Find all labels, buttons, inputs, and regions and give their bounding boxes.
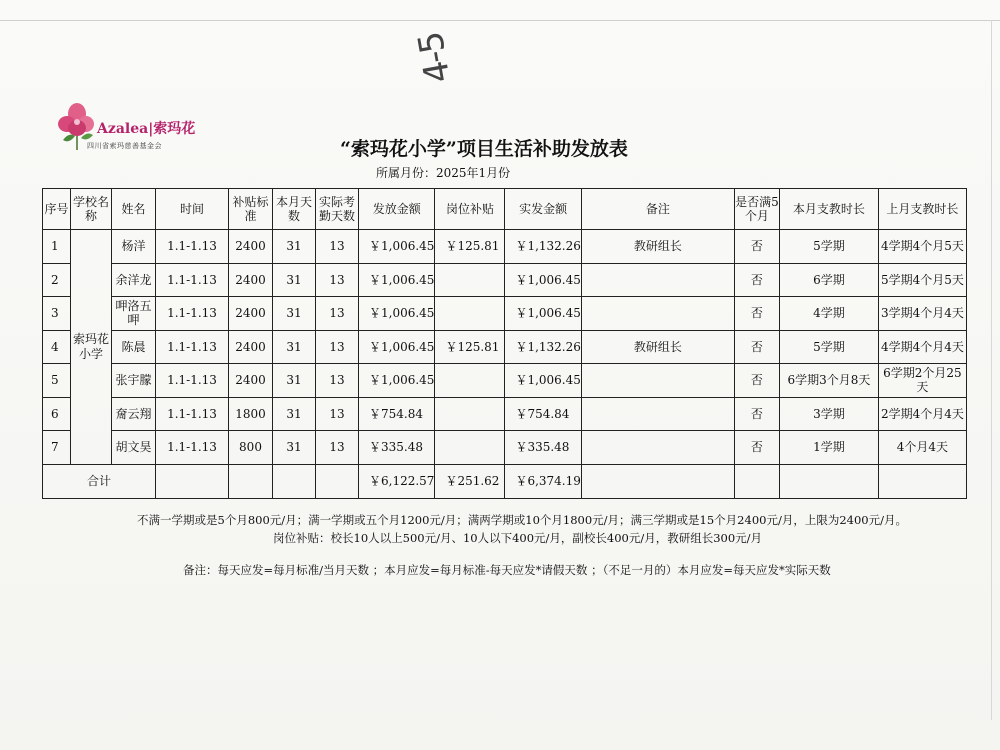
- cell-full5: 否: [734, 364, 779, 398]
- handwritten-mark: 4-5: [410, 30, 459, 86]
- cell-seq: 7: [43, 431, 71, 465]
- logo-brand: Azalea|索玛花: [97, 121, 196, 137]
- total-empty: [229, 464, 273, 498]
- total-empty: [273, 464, 316, 498]
- total-empty: [581, 464, 734, 498]
- cell-standard: 2400: [229, 297, 273, 331]
- cell-actual-days: 13: [316, 263, 359, 297]
- cell-this-term: 6学期: [779, 263, 878, 297]
- cell-period: 1.1-1.13: [156, 330, 229, 364]
- cell-remark: [581, 263, 734, 297]
- total-empty: [779, 464, 878, 498]
- cell-actual-days: 13: [316, 230, 359, 264]
- total-label: 合计: [43, 464, 156, 498]
- total-row: [43, 464, 967, 498]
- cell-this-term: 1学期: [779, 431, 878, 465]
- cell-full5: 否: [734, 263, 779, 297]
- table-row: [43, 431, 967, 465]
- cell-post: [435, 431, 505, 465]
- cell-post: [435, 397, 505, 431]
- cell-month-days: 31: [273, 431, 316, 465]
- header-amount: 发放金额: [359, 189, 435, 230]
- scan-edge-top: [0, 20, 1000, 21]
- cell-last-term: 4个月4天: [878, 431, 966, 465]
- cell-actual-days: 13: [316, 364, 359, 398]
- table-header: [43, 189, 967, 230]
- table-row: [43, 297, 967, 331]
- foundation-logo: [55, 100, 196, 160]
- cell-actual: ￥1,006.45: [505, 263, 581, 297]
- cell-amount: ￥754.84: [359, 397, 435, 431]
- page-title: “索玛花小学”项目生活补助发放表: [340, 138, 628, 160]
- cell-month-days: 31: [273, 330, 316, 364]
- cell-name: 陈晨: [112, 330, 156, 364]
- cell-this-term: 5学期: [779, 330, 878, 364]
- post-subsidy-note: 岗位补贴：校长10人以上500元/月、10人以下400元/月，副校长400元/月，教研组长300元/月: [273, 531, 763, 545]
- cell-amount: ￥1,006.45: [359, 297, 435, 331]
- header-this-term: 本月支教时长: [779, 189, 878, 230]
- cell-full5: 否: [734, 397, 779, 431]
- cell-remark: 教研组长: [581, 330, 734, 364]
- total-empty: [878, 464, 966, 498]
- cell-standard: 1800: [229, 397, 273, 431]
- cell-full5: 否: [734, 330, 779, 364]
- total-empty: [156, 464, 229, 498]
- cell-actual-days: 13: [316, 330, 359, 364]
- cell-period: 1.1-1.13: [156, 364, 229, 398]
- cell-seq: 4: [43, 330, 71, 364]
- cell-standard: 800: [229, 431, 273, 465]
- cell-name: 余洋龙: [112, 263, 156, 297]
- cell-month-days: 31: [273, 364, 316, 398]
- cell-post: [435, 263, 505, 297]
- cell-amount: ￥1,006.45: [359, 263, 435, 297]
- header-remark: 备注: [581, 189, 734, 230]
- cell-seq: 3: [43, 297, 71, 331]
- cell-post: ￥125.81: [435, 230, 505, 264]
- table-row: [43, 330, 967, 364]
- calculation-remark: 备注：每天应发=每月标准/当月天数 ；本月应发=每月标准-每天应发*请假天数 ；（不足一月的）本月应发=每天应发*实际天数: [183, 563, 831, 577]
- cell-actual: ￥1,132.26: [505, 330, 581, 364]
- total-empty: [734, 464, 779, 498]
- header-actual: 实发金额: [505, 189, 581, 230]
- cell-this-term: 4学期: [779, 297, 878, 331]
- logo-org-name: 四川省索玛慈善基金会: [87, 142, 162, 150]
- table-row: [43, 364, 967, 398]
- cell-last-term: 3学期4个月4天: [878, 297, 966, 331]
- cell-remark: [581, 297, 734, 331]
- cell-period: 1.1-1.13: [156, 397, 229, 431]
- header-month-days: 本月天数: [273, 189, 316, 230]
- subsidy-table: [42, 188, 967, 499]
- cell-period: 1.1-1.13: [156, 297, 229, 331]
- cell-this-term: 5学期: [779, 230, 878, 264]
- cell-amount: ￥1,006.45: [359, 330, 435, 364]
- header-name: 姓名: [112, 189, 156, 230]
- cell-actual: ￥1,132.26: [505, 230, 581, 264]
- cell-name: 奝云翔: [112, 397, 156, 431]
- cell-month-days: 31: [273, 263, 316, 297]
- cell-remark: [581, 431, 734, 465]
- cell-name: 杨洋: [112, 230, 156, 264]
- cell-actual: ￥335.48: [505, 431, 581, 465]
- cell-standard: 2400: [229, 263, 273, 297]
- header-full5: 是否满5个月: [734, 189, 779, 230]
- header-post: 岗位补贴: [435, 189, 505, 230]
- cell-seq: 6: [43, 397, 71, 431]
- cell-standard: 2400: [229, 364, 273, 398]
- cell-this-term: 3学期: [779, 397, 878, 431]
- header-period: 时间: [156, 189, 229, 230]
- header-seq: 序号: [43, 189, 71, 230]
- cell-period: 1.1-1.13: [156, 431, 229, 465]
- cell-month-days: 31: [273, 397, 316, 431]
- cell-amount: ￥1,006.45: [359, 230, 435, 264]
- total-post: ￥251.62: [435, 464, 505, 498]
- cell-period: 1.1-1.13: [156, 230, 229, 264]
- cell-name: 胡文昊: [112, 431, 156, 465]
- table-row: [43, 230, 967, 264]
- cell-post: ￥125.81: [435, 330, 505, 364]
- table-row: [43, 397, 967, 431]
- cell-last-term: 6学期2个月25天: [878, 364, 966, 398]
- cell-full5: 否: [734, 230, 779, 264]
- cell-last-term: 4学期4个月5天: [878, 230, 966, 264]
- scan-edge-right: [991, 20, 992, 720]
- cell-standard: 2400: [229, 330, 273, 364]
- cell-last-term: 2学期4个月4天: [878, 397, 966, 431]
- cell-amount: ￥335.48: [359, 431, 435, 465]
- cell-month-days: 31: [273, 297, 316, 331]
- total-amount: ￥6,122.57: [359, 464, 435, 498]
- header-standard: 补贴标准: [229, 189, 273, 230]
- header-school: 学校名称: [71, 189, 112, 230]
- total-actual: ￥6,374.19: [505, 464, 581, 498]
- cell-actual: ￥754.84: [505, 397, 581, 431]
- cell-seq: 2: [43, 263, 71, 297]
- cell-amount: ￥1,006.45: [359, 364, 435, 398]
- cell-name: 张宇朦: [112, 364, 156, 398]
- cell-full5: 否: [734, 297, 779, 331]
- cell-this-term: 6学期3个月8天: [779, 364, 878, 398]
- cell-actual-days: 13: [316, 431, 359, 465]
- cell-actual-days: 13: [316, 297, 359, 331]
- cell-remark: 教研组长: [581, 230, 734, 264]
- cell-actual-days: 13: [316, 397, 359, 431]
- cell-school: 索玛花小学: [71, 230, 112, 465]
- cell-full5: 否: [734, 431, 779, 465]
- cell-standard: 2400: [229, 230, 273, 264]
- cell-last-term: 4学期4个月4天: [878, 330, 966, 364]
- cell-actual: ￥1,006.45: [505, 297, 581, 331]
- cell-remark: [581, 397, 734, 431]
- table-row: [43, 263, 967, 297]
- cell-post: [435, 364, 505, 398]
- cell-seq: 5: [43, 364, 71, 398]
- cell-last-term: 5学期4个月5天: [878, 263, 966, 297]
- period-subtitle: 所属月份：2025年1月份: [376, 166, 511, 180]
- cell-actual: ￥1,006.45: [505, 364, 581, 398]
- cell-month-days: 31: [273, 230, 316, 264]
- header-actual-days: 实际考勤天数: [316, 189, 359, 230]
- cell-name: 呷洛五呷: [112, 297, 156, 331]
- cell-period: 1.1-1.13: [156, 263, 229, 297]
- subsidy-rule-note: 不满一学期或是5个月800元/月；满一学期或五个月1200元/月；满两学期或10个月1800元/月；满三学期或是15个月2400元/月，上限为2400元/月。: [137, 513, 907, 527]
- total-empty: [316, 464, 359, 498]
- cell-seq: 1: [43, 230, 71, 264]
- header-last-term: 上月支教时长: [878, 189, 966, 230]
- cell-post: [435, 297, 505, 331]
- cell-remark: [581, 364, 734, 398]
